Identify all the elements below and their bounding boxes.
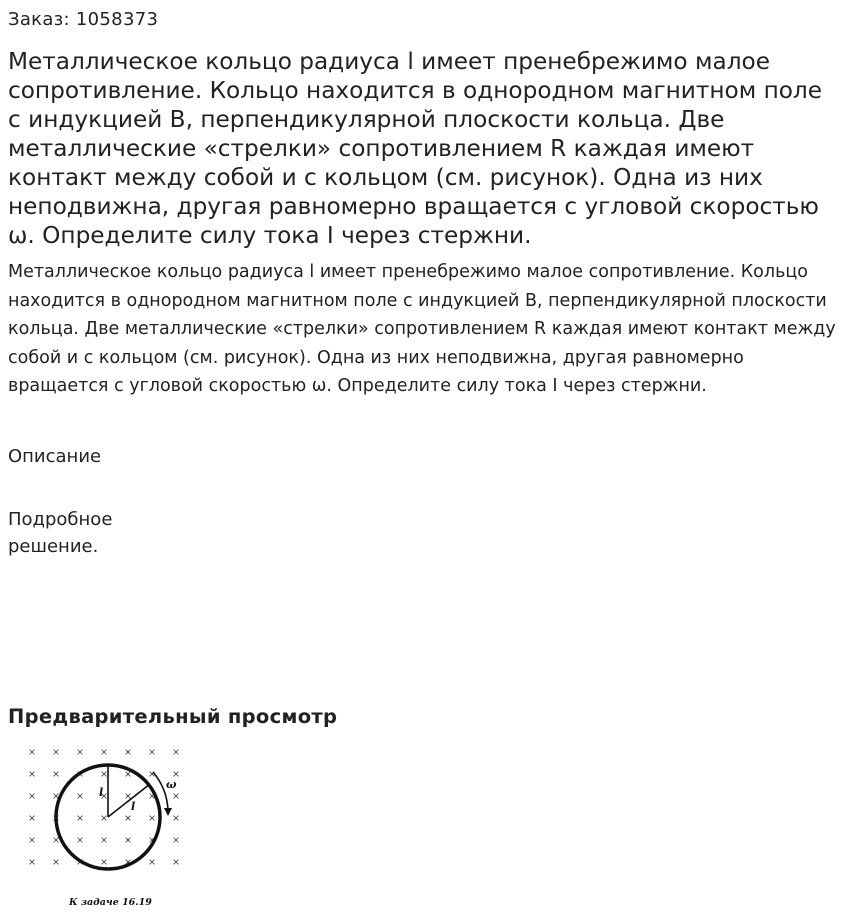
field-cross [54,860,59,865]
field-cross [78,750,83,755]
field-cross [30,860,35,865]
field-cross [54,794,59,799]
field-cross [54,750,59,755]
field-cross [126,750,131,755]
field-cross [30,816,35,821]
field-cross [102,838,107,843]
rotating-rod [108,784,150,817]
field-cross [150,860,155,865]
fixed-rod-label: l [99,786,104,799]
field-cross [174,816,179,821]
field-cross [78,816,83,821]
ring-diagram [18,738,193,916]
field-cross [126,838,131,843]
field-cross [30,838,35,843]
rotation-arrowhead [164,808,172,816]
field-cross [126,816,131,821]
preview-heading: Предварительный просмотр [8,705,338,728]
field-cross [126,794,131,799]
field-cross [78,794,83,799]
field-cross [126,772,131,777]
field-cross [102,860,107,865]
field-cross [54,838,59,843]
field-cross [102,816,107,821]
field-cross [30,750,35,755]
field-cross [78,838,83,843]
field-cross [150,750,155,755]
field-cross [174,750,179,755]
problem-title: Металлическое кольцо радиуса l имеет пренебрежимо малое сопротивление. Кольцо находится в однородном магнитном поле с индукцией B, перпендикулярной плоскости кольца. Две металлические «стрелки» сопротивлением R каждая имеют контакт между собой и с кольцом (см. рисунок). Одна из них неподвижна, другая равномерно вращается с угловой скоростью ω. Определите силу тока I через стержни. [8,48,823,249]
field-cross [30,794,35,799]
field-cross [174,860,179,865]
solution-text: Подробное решение. [8,509,113,557]
field-cross [174,772,179,777]
order-number: Заказ: 1058373 [8,9,159,30]
problem-text: Металлическое кольцо радиуса l имеет пренебрежимо малое сопротивление. Кольцо находится в однородном магнитном поле с индукцией B, перпендикулярной плоскости кольца. Две металлические «стрелки» сопротивлением R каждая имеют контакт между собой и с кольцом (см. рисунок). Одна из них неподвижна, другая равномерно вращается с угловой скоростью ω. Определите силу тока I через стержни. [8,262,836,397]
description-label: Описание [8,446,102,467]
rotating-rod-label: l [131,800,136,813]
figure-caption: К задаче 16.19 [69,897,152,908]
field-cross [54,772,59,777]
field-cross [102,772,107,777]
field-cross [174,794,179,799]
field-cross [174,838,179,843]
omega-label: ω [166,778,177,791]
preview-figure [18,738,193,916]
field-cross [30,772,35,777]
field-cross [150,816,155,821]
field-cross [102,750,107,755]
